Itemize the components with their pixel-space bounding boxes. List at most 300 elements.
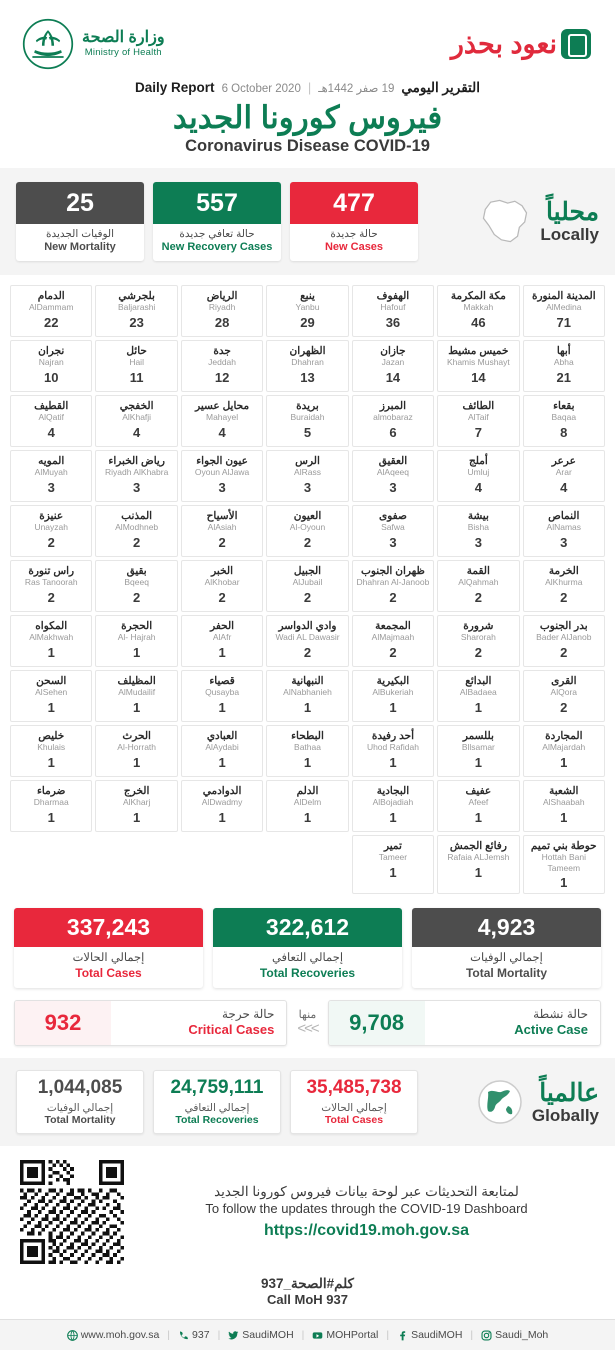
city-cell: [523, 285, 605, 337]
city-name-ar: خميس مشيط: [448, 344, 509, 357]
moh-label-en: Ministry of Health: [84, 46, 162, 58]
total-card-recoveries: [213, 908, 402, 989]
city-name-ar: ضرماء: [36, 784, 66, 797]
city-name-ar: الخبر: [211, 564, 233, 577]
campaign-logo: [451, 29, 593, 60]
city-name-en: Khamis Mushayt: [446, 357, 510, 368]
total-mortality-label-ar: إجمالي الوفيات: [470, 951, 543, 964]
city-case-count: 1: [218, 809, 226, 825]
city-case-count: 3: [389, 534, 397, 550]
city-name-ar: حوطة بني تميم: [530, 839, 597, 852]
city-case-count: 1: [560, 874, 568, 890]
city-case-count: 1: [389, 864, 397, 880]
city-cell: [181, 725, 263, 777]
dashboard-url-link[interactable]: https://covid19.moh.gov.sa: [263, 1222, 470, 1240]
total-recoveries-value: 322,612: [213, 908, 402, 947]
city-cell: [352, 340, 434, 392]
new-recoveries-value: 557: [153, 182, 281, 224]
city-name-ar: المبرز: [379, 399, 407, 412]
dashboard-label-en: To follow the updates through the COVID-19 Dashboard: [205, 1201, 528, 1217]
footer-facebook[interactable]: [397, 1329, 462, 1341]
city-cell: [437, 560, 519, 612]
city-name-ar: الرياض: [206, 289, 238, 302]
divider: |: [217, 1329, 221, 1342]
globe-icon: [476, 1078, 524, 1126]
city-name-ar: المجمعة: [375, 619, 411, 632]
city-name-ar: حائل: [126, 344, 147, 357]
city-name-ar: الخرج: [123, 784, 150, 797]
city-name-ar: عرعر: [551, 454, 576, 467]
globally-section: [0, 1058, 615, 1146]
call-label-en: Call MoH 937: [267, 1292, 348, 1308]
city-name-en: Dhahran: [291, 357, 324, 368]
active-cases-card: [328, 1000, 601, 1046]
city-case-count: 2: [389, 644, 397, 660]
city-name-ar: رفائع الجمش: [449, 839, 507, 852]
city-case-count: 1: [47, 809, 55, 825]
city-name-ar: الدوادمي: [202, 784, 242, 797]
moh-logo: [22, 18, 165, 70]
arrows-icon: <<<: [297, 1020, 318, 1038]
city-name-en: AlMedina: [546, 302, 582, 313]
city-case-count: 1: [133, 644, 141, 660]
city-name-en: AlAqeeq: [376, 467, 409, 478]
city-name-en: almobaraz: [373, 412, 413, 423]
global-mortality-card: [16, 1070, 144, 1134]
city-name-en: Arar: [555, 467, 572, 478]
city-name-en: AlQahmah: [458, 577, 499, 588]
city-name-en: AlBojadiah: [372, 797, 414, 808]
city-name-en: Unayzah: [34, 522, 68, 533]
city-name-en: Mahayel: [206, 412, 239, 423]
city-name-ar: الشعبة: [549, 784, 579, 797]
locally-stat-cards: [16, 182, 418, 261]
city-case-count: 2: [47, 589, 55, 605]
city-cell: [10, 285, 92, 337]
city-name-ar: وادي الدواسر: [278, 619, 337, 632]
city-name-ar: العقيق: [378, 454, 408, 467]
facebook-icon: [397, 1330, 408, 1341]
city-case-count: 1: [303, 754, 312, 770]
city-name-en: AlMajmaah: [371, 632, 415, 643]
city-case-count: 2: [474, 589, 482, 605]
city-cell: [95, 285, 177, 337]
city-cell: [181, 615, 263, 667]
new-mortality-label-en: New Mortality: [44, 241, 116, 254]
city-name-ar: ظهران الجنوب: [360, 564, 425, 577]
city-case-count: 14: [471, 369, 486, 385]
city-cell: [10, 615, 92, 667]
city-cell: [10, 505, 92, 557]
city-name-ar: المجاردة: [545, 729, 583, 742]
city-case-count: 14: [385, 369, 401, 385]
footer-twitter[interactable]: [228, 1329, 293, 1341]
city-name-en: AlModhneb: [115, 522, 159, 533]
city-case-count: 23: [129, 314, 144, 330]
city-name-en: Ras Tanoorah: [24, 577, 78, 588]
global-mortality-label-ar: إجمالي الوفيات: [46, 1102, 114, 1115]
city-cell: [95, 780, 177, 832]
globe-icon: [67, 1330, 78, 1341]
footer-instagram[interactable]: [481, 1329, 548, 1341]
city-case-count: 1: [218, 754, 226, 770]
total-card-mortality: [412, 908, 601, 989]
city-cell: [523, 670, 605, 722]
city-cell: [266, 285, 348, 337]
footer-phone[interactable]: [178, 1329, 210, 1341]
city-cell: [437, 780, 519, 832]
city-name-en: Buraidah: [290, 412, 325, 423]
city-name-en: AlQora: [550, 687, 578, 698]
city-name-en: Baqaa: [551, 412, 577, 423]
city-name-en: Hottah Bani Tameem: [541, 852, 586, 873]
city-case-count: 2: [560, 589, 568, 605]
city-name-en: Hail: [129, 357, 144, 368]
page-title-en: Coronavirus Disease COVID-19: [185, 137, 430, 155]
moh-label-ar: وزارة الصحة: [82, 29, 165, 47]
dashboard-text: [138, 1184, 595, 1240]
globally-heading: [476, 1078, 599, 1126]
city-cell: [181, 780, 263, 832]
mask-icon: [561, 29, 591, 59]
city-cell: [10, 670, 92, 722]
globally-label-en: Globally: [531, 1105, 599, 1125]
footer-website-label: www.moh.gov.sa: [80, 1329, 160, 1342]
city-case-count: 29: [300, 314, 315, 330]
city-name-ar: الظهران: [289, 344, 326, 357]
city-case-count: 1: [474, 809, 482, 825]
global-cases-value: 35,485,738: [306, 1077, 402, 1099]
city-cell: [10, 780, 92, 832]
city-cell: [95, 670, 177, 722]
instagram-icon: [481, 1330, 492, 1341]
city-cell: [181, 670, 263, 722]
city-name-ar: جازان: [380, 344, 406, 357]
city-case-count: 3: [47, 479, 55, 495]
city-case-count: 3: [389, 479, 397, 495]
city-cell: [266, 340, 348, 392]
city-name-ar: بدر الجنوب: [539, 619, 588, 632]
city-cell-empty: [95, 835, 177, 894]
daily-report-line: [0, 80, 615, 96]
city-name-en: AlDwadmy: [201, 797, 243, 808]
critical-cases-card: [14, 1000, 287, 1046]
city-name-en: AlSehen: [35, 687, 68, 698]
city-cell: [437, 615, 519, 667]
globally-label-ar: عالمياً: [539, 1079, 599, 1108]
cities-grid: [10, 285, 605, 894]
city-cell: [266, 505, 348, 557]
city-case-count: 1: [474, 699, 482, 715]
city-cell: [181, 285, 263, 337]
city-case-count: 4: [560, 479, 568, 495]
locally-label-ar: محلياً: [546, 198, 599, 227]
city-case-count: 1: [133, 809, 141, 825]
city-name-en: Rafaia ALJemsh: [447, 852, 510, 863]
new-cases-label-en: New Cases: [324, 241, 384, 254]
city-name-en: Bisha: [467, 522, 489, 533]
global-mortality-value: 1,044,085: [37, 1077, 123, 1099]
city-name-ar: المكواه: [35, 619, 68, 632]
city-cell: [266, 725, 348, 777]
city-name-en: AlNabhanieh: [283, 687, 332, 698]
city-case-count: 6: [389, 424, 397, 440]
city-name-ar: مكة المكرمة: [450, 289, 506, 302]
city-case-count: 1: [218, 699, 226, 715]
city-case-count: 1: [389, 699, 397, 715]
city-name-ar: الحرث: [122, 729, 151, 742]
city-case-count: 1: [303, 809, 312, 825]
city-name-ar: بقيق: [126, 564, 147, 577]
city-case-count: 71: [556, 314, 572, 330]
city-cell: [10, 450, 92, 502]
page-title-ar: فيروس كورونا الجديد: [172, 100, 443, 135]
city-name-en: Yanbu: [295, 302, 320, 313]
call-label-ar: كلم#الصحة_937: [261, 1276, 354, 1292]
city-case-count: 28: [214, 314, 230, 330]
city-case-count: 4: [47, 424, 55, 440]
city-case-count: 1: [133, 754, 141, 770]
city-name-ar: صفوى: [379, 509, 407, 522]
city-name-en: Bathaa: [294, 742, 321, 753]
city-cell: [181, 505, 263, 557]
city-case-count: 2: [133, 589, 141, 605]
total-recoveries-label-ar: إجمالي التعافي: [271, 951, 344, 964]
city-case-count: 5: [303, 424, 312, 440]
city-name-ar: تمير: [383, 839, 402, 852]
city-name-en: Wadi AL Dawasir: [275, 632, 340, 643]
city-name-ar: السحن: [36, 674, 67, 687]
city-name-en: Dharmaa: [33, 797, 69, 808]
total-mortality-value: 4,923: [412, 908, 601, 947]
city-cell: [352, 615, 434, 667]
city-cell: [437, 670, 519, 722]
city-name-ar: الخرمة: [548, 564, 579, 577]
city-name-en: Najran: [38, 357, 64, 368]
city-case-count: 1: [474, 864, 482, 880]
city-cell: [352, 725, 434, 777]
city-cell: [95, 450, 177, 502]
city-name-en: Umluj: [467, 467, 490, 478]
global-recoveries-label-ar: إجمالي التعافي: [184, 1102, 250, 1115]
phone-icon: [178, 1330, 189, 1341]
city-case-count: 1: [474, 754, 482, 770]
city-name-ar: القطيف: [34, 399, 69, 412]
city-cell: [181, 395, 263, 447]
city-cell: [523, 835, 605, 894]
city-case-count: 11: [129, 369, 144, 385]
global-cases-label-ar: إجمالي الحالات: [321, 1102, 387, 1115]
new-cases-label-ar: حالة جديدة: [330, 228, 378, 240]
city-name-ar: نجران: [38, 344, 65, 357]
minha-indicator: [297, 1009, 317, 1038]
city-case-count: 2: [303, 534, 312, 550]
city-name-ar: الدلم: [296, 784, 319, 797]
city-case-count: 1: [303, 699, 312, 715]
city-name-en: AlMakhwah: [29, 632, 74, 643]
divider: |: [470, 1329, 474, 1342]
city-cell: [437, 835, 519, 894]
city-case-count: 1: [133, 699, 141, 715]
city-case-count: 2: [560, 699, 568, 715]
city-name-ar: الحجرة: [121, 619, 153, 632]
city-name-en: Qusayba: [205, 687, 240, 698]
city-case-count: 1: [47, 754, 55, 770]
city-name-en: AlBukeriah: [372, 687, 414, 698]
city-case-count: 7: [474, 424, 482, 440]
city-name-en: AlShaabah: [542, 797, 585, 808]
city-name-ar: الرس: [295, 454, 320, 467]
total-mortality-label-en: Total Mortality: [465, 965, 548, 980]
city-name-en: Dhahran Al-Janoob: [356, 577, 430, 588]
city-case-count: 3: [560, 534, 568, 550]
global-recoveries-value: 24,759,111: [170, 1077, 264, 1099]
footer-phone-label: 937: [192, 1329, 210, 1342]
city-cell: [523, 725, 605, 777]
city-name-ar: البطحاء: [291, 729, 324, 742]
global-recoveries-card: [153, 1070, 281, 1134]
footer-portal[interactable]: [312, 1329, 378, 1341]
city-case-count: 4: [218, 424, 226, 440]
city-cell: [437, 340, 519, 392]
minha-label-ar: منها: [298, 1009, 317, 1022]
city-name-en: AlNamas: [546, 522, 582, 533]
city-name-ar: محايل عسير: [195, 399, 250, 412]
city-name-ar: الدمام: [37, 289, 65, 302]
footer-portal-label: MOHPortal: [326, 1329, 379, 1342]
city-name-ar: جدة: [213, 344, 231, 357]
city-name-en: AlKharj: [122, 797, 151, 808]
city-name-en: Tameer: [378, 852, 408, 863]
active-cases-value: 9,708: [329, 1001, 425, 1045]
city-name-ar: شرورة: [463, 619, 494, 632]
city-cell: [266, 780, 348, 832]
city-name-en: Al- Hajrah: [117, 632, 156, 643]
city-name-en: Abha: [553, 357, 574, 368]
city-case-count: 3: [218, 479, 226, 495]
city-name-en: AlQatif: [38, 412, 64, 423]
city-cell: [523, 395, 605, 447]
city-name-ar: الطائف: [462, 399, 495, 412]
city-name-ar: أملج: [468, 454, 488, 467]
locally-heading: [478, 195, 599, 247]
city-cell: [95, 395, 177, 447]
city-name-en: Riyadh: [208, 302, 236, 313]
city-name-en: Al-Oyoun: [289, 522, 326, 533]
city-name-en: Safwa: [381, 522, 405, 533]
city-name-ar: العبادي: [206, 729, 238, 742]
city-case-count: 1: [47, 699, 55, 715]
city-name-ar: قصياء: [209, 674, 235, 687]
title-block: [0, 78, 615, 168]
city-case-count: 3: [133, 479, 141, 495]
city-name-ar: المظيلف: [117, 674, 156, 687]
city-cell: [266, 395, 348, 447]
city-case-count: 4: [133, 424, 141, 440]
report-header: [0, 0, 615, 78]
city-cell: [95, 725, 177, 777]
city-case-count: 13: [300, 369, 315, 385]
city-name-en: AlAydabi: [205, 742, 239, 753]
total-cases-label-ar: إجمالي الحالات: [72, 951, 145, 964]
city-cell: [10, 560, 92, 612]
city-name-en: AlBadaea: [459, 687, 497, 698]
qr-code-icon[interactable]: [20, 1160, 124, 1264]
city-name-en: AlDammam: [29, 302, 74, 313]
new-recoveries-label-en: New Recovery Cases: [161, 241, 273, 254]
divider: |: [301, 1329, 305, 1342]
saudi-map-icon: [478, 195, 532, 247]
city-name-en: AlKhobar: [204, 577, 240, 588]
city-case-count: 3: [474, 534, 482, 550]
daily-report-label-en: Daily Report: [135, 80, 215, 95]
city-name-en: Uhod Rafidah: [366, 742, 419, 753]
city-cell: [437, 395, 519, 447]
city-case-count: 3: [303, 479, 312, 495]
city-case-count: 21: [556, 369, 572, 385]
city-cell: [352, 835, 434, 894]
footer-instagram-label: Saudi_Moh: [495, 1329, 549, 1342]
city-name-en: AlTaif: [467, 412, 489, 423]
city-cell: [352, 285, 434, 337]
city-name-ar: المويه: [38, 454, 65, 467]
city-name-ar: عيون الجواء: [196, 454, 248, 467]
city-cell: [437, 285, 519, 337]
footer-twitter-label: SaudiMOH: [242, 1329, 294, 1342]
city-name-ar: المذنب: [121, 509, 153, 522]
campaign-label-ar: نعود بحذر: [450, 28, 557, 59]
critical-cases-label-ar: حالة حرجة: [221, 1007, 275, 1022]
footer-facebook-label: SaudiMOH: [411, 1329, 463, 1342]
city-cell: [10, 395, 92, 447]
city-cell: [523, 615, 605, 667]
city-cell: [523, 560, 605, 612]
city-cell: [523, 780, 605, 832]
subtotals-section: [0, 994, 615, 1058]
footer-website[interactable]: [67, 1329, 160, 1341]
locally-section: [0, 168, 615, 275]
city-name-ar: القرى: [551, 674, 577, 687]
city-name-en: AlKhafji: [122, 412, 152, 423]
city-name-en: AlRass: [294, 467, 321, 478]
city-name-en: Afeef: [468, 797, 489, 808]
city-cell: [95, 615, 177, 667]
city-cell: [181, 560, 263, 612]
city-name-ar: أحد رفيدة: [371, 729, 414, 742]
new-recoveries-label-ar: حالة تعافي جديدة: [179, 228, 255, 240]
active-cases-label-en: Active Case: [514, 1022, 588, 1038]
city-name-en: Bader AlJanob: [536, 632, 592, 643]
city-case-count: 2: [133, 534, 141, 550]
city-cell: [95, 560, 177, 612]
city-case-count: 8: [560, 424, 568, 440]
city-name-ar: عفيف: [465, 784, 492, 797]
city-case-count: 2: [560, 644, 568, 660]
city-case-count: 1: [560, 754, 568, 770]
city-cell: [95, 340, 177, 392]
city-name-ar: بللسمر: [462, 729, 494, 742]
city-case-count: 1: [218, 644, 226, 660]
city-cell-empty: [10, 835, 92, 894]
city-cell: [266, 450, 348, 502]
city-cell: [266, 615, 348, 667]
city-case-count: 10: [43, 369, 59, 385]
city-name-en: Al-Horrath: [117, 742, 157, 753]
dashboard-label-ar: لمتابعة التحديثات عبر لوحة بيانات فيروس كورونا الجديد: [214, 1184, 519, 1200]
city-cell-empty: [181, 835, 263, 894]
city-name-en: Bqeeq: [124, 577, 149, 588]
city-name-ar: ينبع: [300, 289, 315, 302]
